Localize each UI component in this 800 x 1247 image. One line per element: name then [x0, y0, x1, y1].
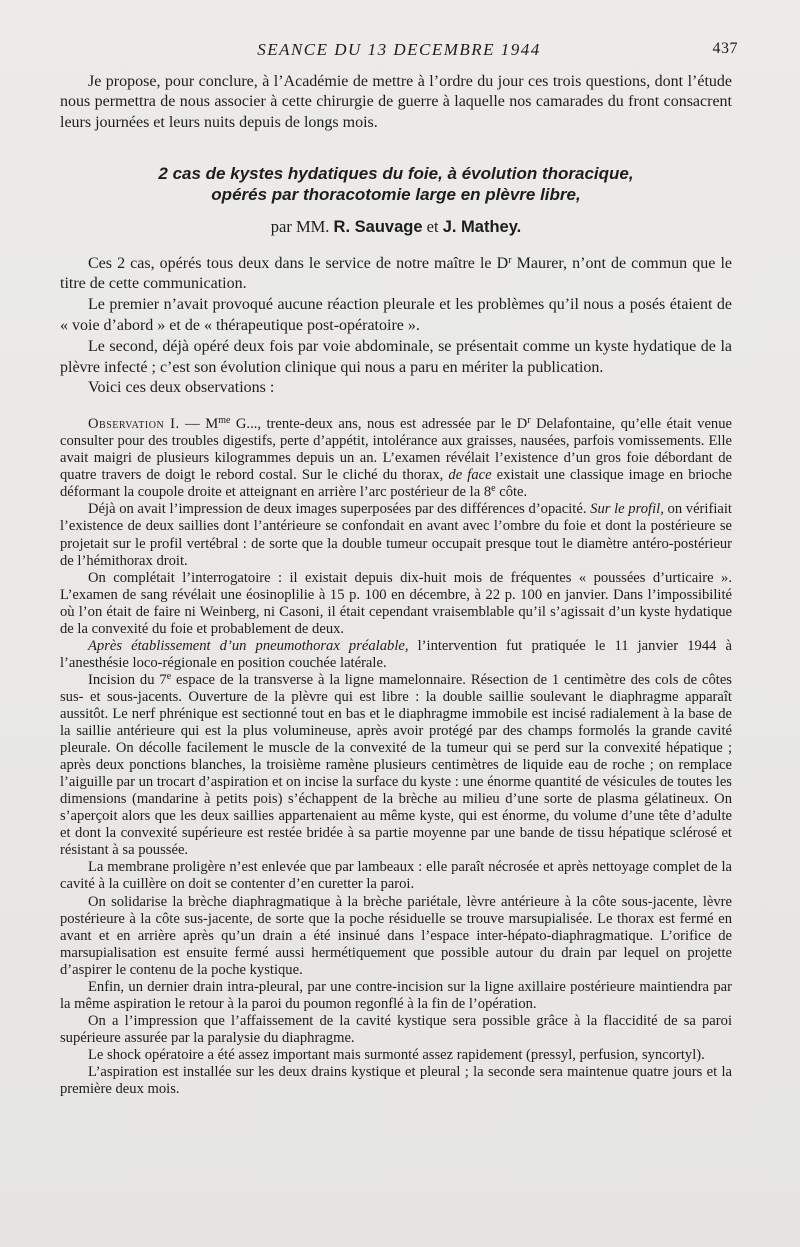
obs-p5-sup: e — [166, 670, 172, 682]
obs-p1-sup: r — [527, 415, 531, 427]
page-body — [60, 72, 732, 1098]
observation-paragraph-7: On solidarise la brèche diaphragmatique à la brèche pariétale, lèvre antérieure à la côte sous-jacente, lèvre postérieure à la côte sus-jacente, de sorte que la poche résiduelle se trouve marsupialisée. Le thorax est fermé en avant et en arrière après qu’un drain a été insinué dans l’espace inter-hépato-diaphragmatique. L’orifice de marsupialisation est ensuite fermé aussi hermétiquement que possible autour du drain par lequel on projette d’aspirer le contenu de la poche kystique. — [60, 893, 732, 978]
intro-section — [60, 72, 732, 133]
obs-p4-italic: Après établissement d’un pneumothorax préalable, — [88, 637, 409, 654]
author-sauvage: R. Sauvage — [333, 218, 423, 237]
running-header — [60, 40, 738, 62]
summary-paragraph-2: Le premier n’avait provoqué aucune réaction pleurale et les problèmes qu’il nous a posés étaient de « voie d’abord » et de « thérapeutique post-opératoire ». — [60, 296, 732, 335]
page-number: 437 — [712, 40, 738, 57]
obs-p4-end: l’intervention fut pratiquée le 11 janvier 1944 à l’anesthésie loco-régionale en position couchée latérale. — [60, 637, 732, 671]
obs-mme-sup: me — [218, 415, 231, 427]
obs-p1-mid: Delafontaine, qu’elle était venue consulter pour des troubles digestifs, perte d’appétit, intolérance aux graisses, nausées, parfois vomissements. Elle avait maigri de plusieurs kilogrammes depuis un an. L’examen révélait l’existence d’un gros foie débordant de quatre travers de doigt le rebord costal. Sur le cliché du thorax, — [60, 416, 732, 484]
obs-p2-italic: Sur le profil, — [590, 501, 664, 518]
obs-p5-start: Incision du 7 — [88, 671, 167, 688]
observation-paragraph-9: On a l’impression que l’affaissement de la cavité kystique sera possible grâce à la flaccidité de sa paroi supérieure assurée par la paralysie du diaphragme. — [60, 1012, 732, 1046]
observation-paragraph-1 — [60, 416, 732, 501]
authors-conjunction: et — [426, 217, 439, 237]
summary-paragraph-3: Le second, déjà opéré deux fois par voie abdominale, se présentait comme un kyste hydatique de la plèvre infecté ; c’est son évolution clinique qui nous a paru en mériter la publication. — [60, 337, 732, 376]
obs-p2-start: Déjà on avait l’impression de deux images superposées par des différences d’opacité. — [88, 501, 591, 518]
author-mathey: J. Mathey. — [442, 218, 522, 237]
intro-paragraph: Je propose, pour conclure, à l’Académie de mettre à l’ordre du jour ces trois questions, dont l’étude nous permettra de nous associer à cette chirurgie de guerre à laquelle nos camarades du front consacrent leurs journées et leurs nuits depuis de longs mois. — [60, 73, 732, 131]
observation-paragraph-8: Enfin, un dernier drain intra-pleural, par une contre-incision sur la ligne axillaire postérieure maintiendra par la même aspiration le retour à la paroi du poumon regonflé à la fin de l’opération. — [60, 978, 732, 1012]
obs-p1-italic: de face — [448, 467, 492, 484]
observation-paragraph-6: La membrane proligère n’est enlevée que par lambeaux : elle paraît nécrosée et après nettoyage complet de la cavité à la cuillère on doit se contenter d’en curetter la paroi. — [60, 859, 732, 893]
authors-prefix: par MM. — [270, 217, 330, 237]
summary-p1-end: Maurer, n’ont de commun que le titre de cette communication. — [60, 254, 732, 293]
obs-p5-end: espace de la transverse à la ligne mamelonnaire. Résection de 1 centimètre des cols de côtes sus- et sous-jacents. Ouverture de la plèvre qui est libre : la double saillie soulevant le diaphragme apparaît aussitôt. Le nerf phrénique est sectionné tout en bas et le diaphragme immobile est incisé radialement à la base de la saillie antérieure qui est la plus volumineuse, après avoir protégé par des champs formolés la grande cavité pleurale. On décolle facilement le muscle de la convexité de la tumeur qui se perd sur la convexité hépatique ; après deux ponctions blanches, la troisième ramène plusieurs centimètres de liquide eau de roche ; on remplace l’aiguille par un trocart d’aspiration et on incise la surface du kyste : une énorme quantité de vésicules de toutes les dimensions (mandarine à petits pois) s’échappent de la brèche au milieu d’une sorte de plasma gélatineux. On s’aperçoit alors que les deux saillies appartenaient au même kyste, qui est énorme, du volume d’une tête d’adulte et dont la convexité supérieure est restée bridée à sa partie moyenne par une bande de tissu hépatique sclérosé et résistant à sa poussée. — [60, 671, 732, 859]
obs-p1-end-sup: e — [491, 483, 496, 495]
observation-paragraph-10: Le shock opératoire a été assez important mais surmonté assez rapidement (pressyl, perfusion, syncortyl). — [88, 1046, 705, 1063]
article-title — [60, 163, 732, 205]
summary-section — [60, 254, 732, 400]
article-title-line-1: 2 cas de kystes hydatiques du foie, à évolution thoracique, — [158, 164, 634, 184]
observation-label: Observation I. — [88, 416, 180, 433]
observation-paragraph-2 — [60, 501, 732, 569]
observation-paragraph-11: L’aspiration est installée sur les deux drains kystique et pleural ; la seconde sera maintenue quatre jours et la première deux mois. — [60, 1063, 732, 1098]
observation-section — [60, 416, 732, 1098]
observation-paragraph-4 — [60, 638, 732, 672]
article-authors — [60, 217, 732, 237]
obs-p1-start: G..., trente-deux ans, nous est adressée par le D — [230, 416, 528, 433]
article-title-line-2: opérés par thoracotomie large en plèvre libre, — [211, 185, 581, 205]
summary-p1-sup: r — [508, 254, 512, 266]
obs-dash: — M — [179, 416, 219, 433]
running-title: SEANCE DU 13 DECEMBRE 1944 — [257, 40, 541, 59]
summary-paragraph-4: Voici ces deux observations : — [88, 379, 275, 397]
obs-p1-final: côte. — [495, 484, 528, 501]
obs-p1-end: existait une classique image en brioche déformant la coupole droite et atteignant en arrière l’arc postérieur de la 8 — [60, 467, 732, 501]
observation-paragraph-5 — [60, 672, 732, 860]
observation-paragraph-3: On complétait l’interrogatoire : il existait depuis dix-huit mois de fréquentes « poussées d’urticaire ». L’examen de sang révélait une éosinoplilie à 15 p. 100 en décembre, à 22 p. 100 en janvier. Dans l’impossibilité où l’on était de faire ni Weinberg, ni Casoni, il était cependant vraisemblable qu’il s’agissait d’un kyste hydatique de la convexité du foie et probablement de deux. — [60, 569, 732, 637]
obs-p2-end: on vérifiait l’existence de deux saillies dont l’antérieure se confondait en avant avec l’ombre du foie et dont la postérieure se projetait sur le profil vertébral : de sorte que la double tumeur occupait presque tout le diamètre antéro-postérieur de l’hémithorax droit. — [60, 501, 732, 569]
summary-p1-text: Ces 2 cas, opérés tous deux dans le service de notre maître le D — [88, 254, 509, 272]
summary-paragraph-1 — [60, 254, 732, 296]
